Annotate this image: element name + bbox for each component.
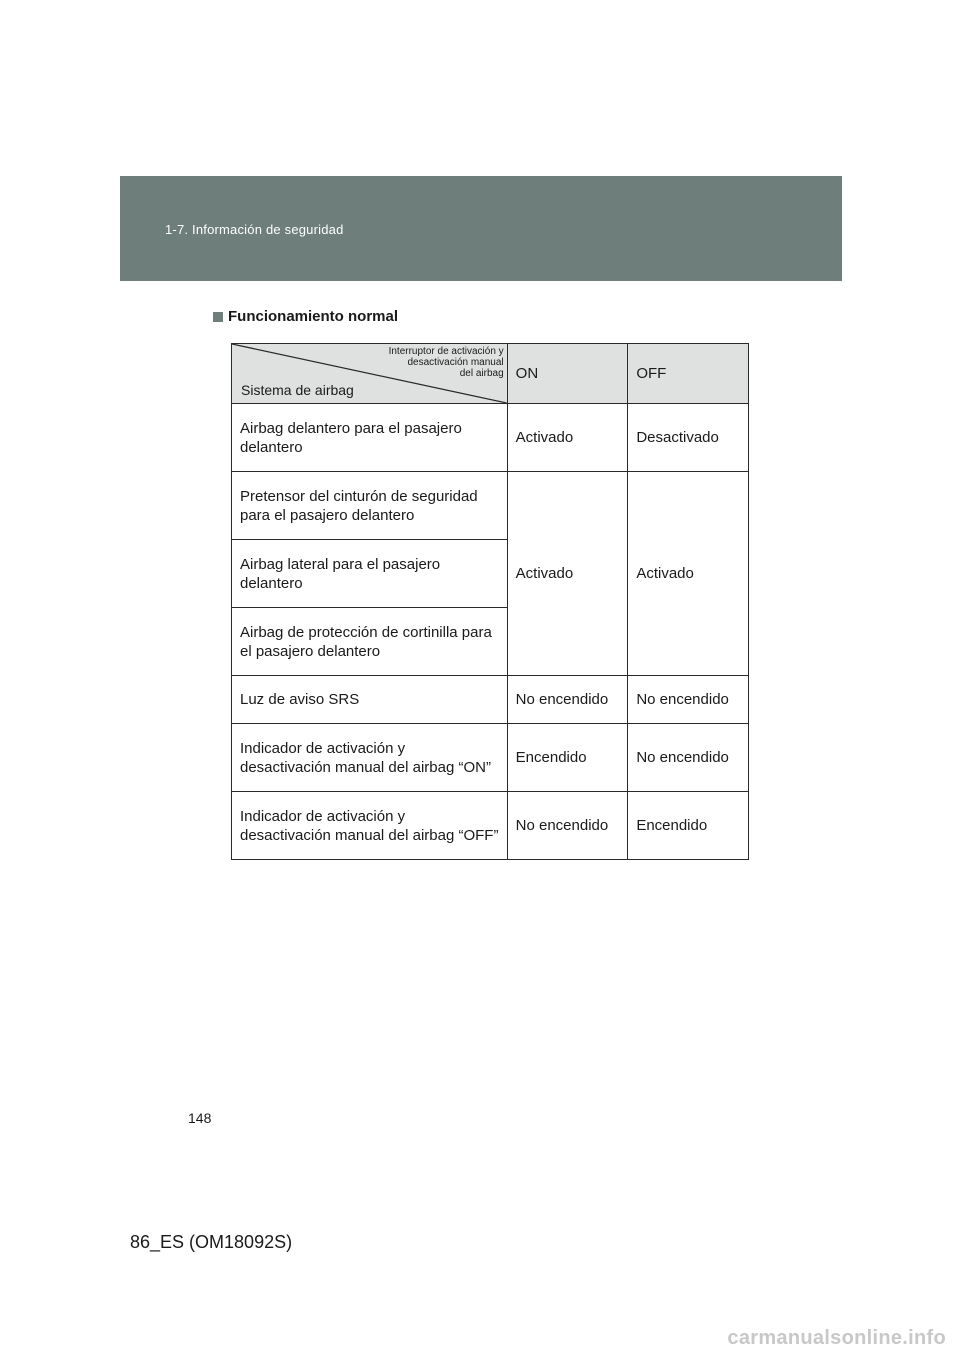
diagonal-header-cell [232, 344, 508, 404]
table-row [232, 724, 749, 792]
row-on-value: No encendido [507, 792, 628, 860]
row-label: Airbag de protección de cortinilla para el pasajero delantero [232, 608, 508, 676]
row-off-value: Encendido [628, 792, 749, 860]
header-off: OFF [628, 344, 749, 404]
page-number: 148 [188, 1110, 212, 1126]
table-row [232, 472, 749, 540]
row-label: Luz de aviso SRS [232, 676, 508, 724]
square-bullet-icon [213, 312, 223, 322]
table-row [232, 676, 749, 724]
row-on-value: No encendido [507, 676, 628, 724]
watermark-text: carmanualsonline.info [727, 1327, 946, 1349]
row-label: Pretensor del cinturón de seguridad para el pasajero delantero [232, 472, 508, 540]
header-on: ON [507, 344, 628, 404]
group-off-value: Activado [628, 472, 749, 676]
section-title: 1-7. Información de seguridad [165, 222, 344, 237]
table-header-row [232, 344, 749, 404]
heading-text: Funcionamiento normal [228, 308, 399, 325]
row-label: Indicador de activación y desactivación manual del airbag “ON” [232, 724, 508, 792]
table-row [232, 404, 749, 472]
header-switch-label: Interruptor de activación y desactivación manual del airbag [388, 346, 504, 379]
row-label: Airbag delantero para el pasajero delantero [232, 404, 508, 472]
group-on-value: Activado [507, 472, 628, 676]
row-on-value: Activado [507, 404, 628, 472]
row-off-value: Desactivado [628, 404, 749, 472]
row-on-value: Encendido [507, 724, 628, 792]
row-label: Indicador de activación y desactivación manual del airbag “OFF” [232, 792, 508, 860]
row-label: Airbag lateral para el pasajero delantero [232, 540, 508, 608]
airbag-status-table [231, 343, 749, 860]
row-off-value: No encendido [628, 724, 749, 792]
row-off-value: No encendido [628, 676, 749, 724]
table-row [232, 792, 749, 860]
section-heading [213, 308, 398, 325]
document-code: 86_ES (OM18092S) [130, 1232, 293, 1252]
header-system-label: Sistema de airbag [241, 382, 354, 398]
